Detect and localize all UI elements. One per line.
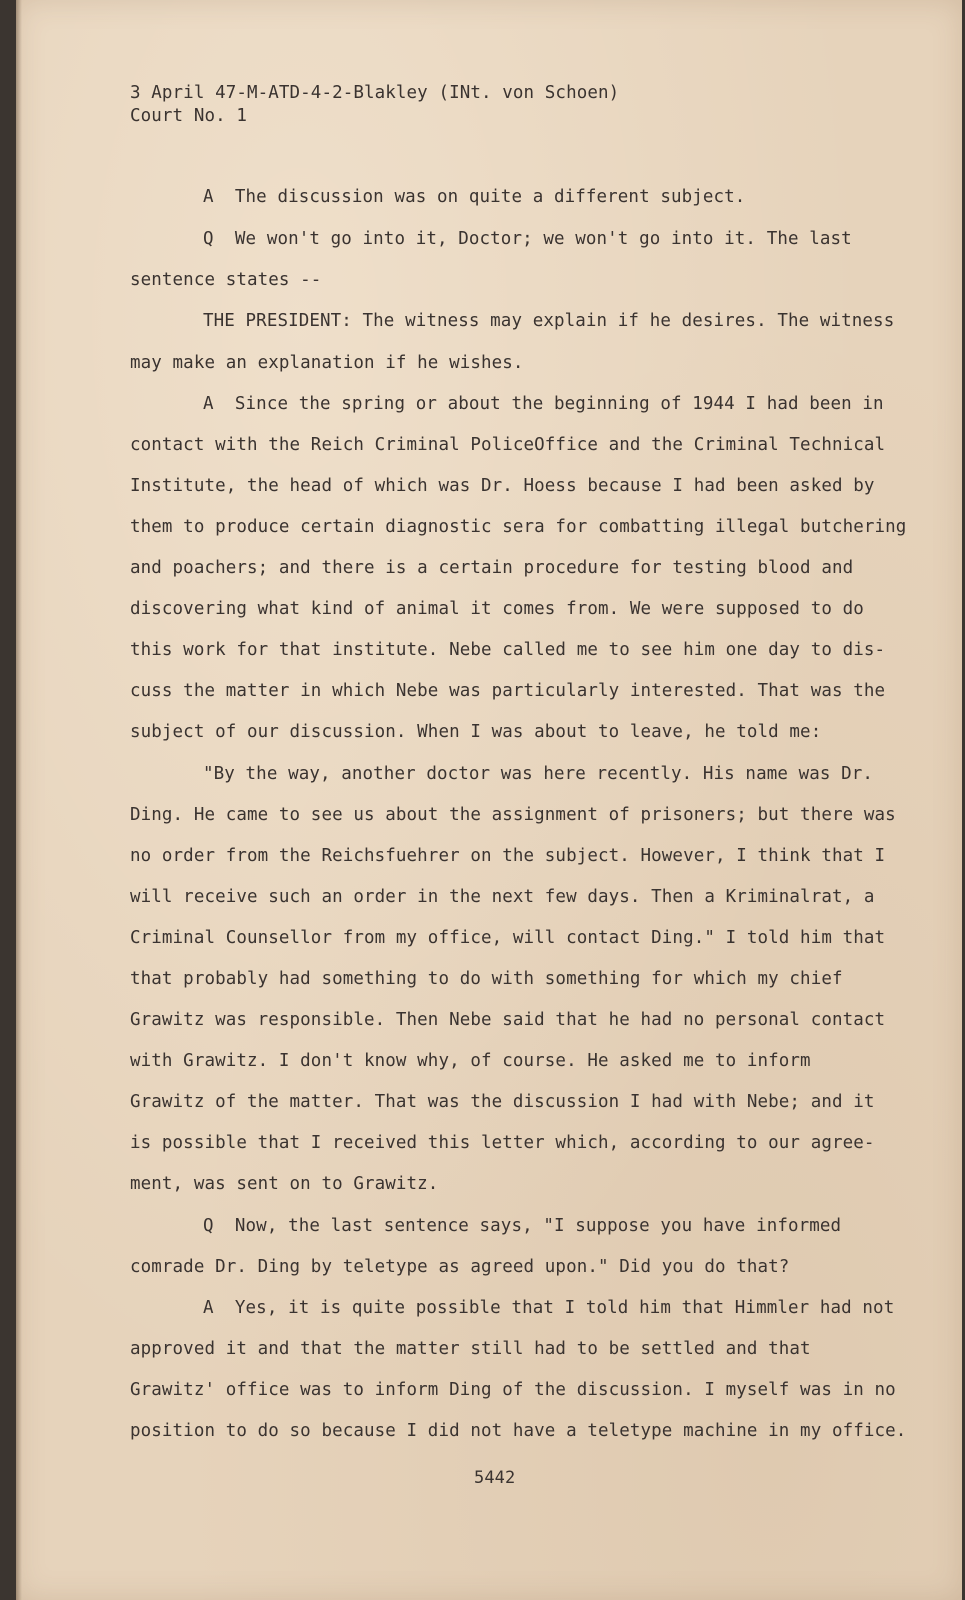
text-line: "By the way, another doctor was here recently. His name was Dr.: [203, 764, 874, 784]
text-line: Grawitz was responsible. Then Nebe said that he had no personal contact: [130, 1010, 886, 1030]
text-line: with Grawitz. I don't know why, of course. He asked me to inform: [130, 1051, 811, 1071]
text-line: may make an explanation if he wishes.: [130, 353, 524, 373]
page-number: 5442: [474, 1468, 516, 1488]
text-line: that probably had something to do with something for which my chief: [130, 969, 843, 989]
text-line: A The discussion was on quite a different subject.: [203, 187, 746, 207]
text-line: subject of our discussion. When I was about to leave, he told me:: [130, 722, 822, 742]
text-line: them to produce certain diagnostic sera for combatting illegal butchering: [130, 517, 907, 537]
text-line: position to do so because I did not have a teletype machine in my office.: [130, 1421, 907, 1441]
text-line: Q We won't go into it, Doctor; we won't go into it. The last: [203, 229, 852, 249]
text-line: Criminal Counsellor from my office, will contact Ding." I told him that: [130, 928, 886, 948]
header-line-1: 3 April 47-M-ATD-4-2-Blakley (INt. von Schoen): [130, 83, 620, 103]
text-line: comrade Dr. Ding by teletype as agreed upon." Did you do that?: [130, 1257, 790, 1277]
text-line: approved it and that the matter still had to be settled and that: [130, 1339, 811, 1359]
text-line: Grawitz' office was to inform Ding of the discussion. I myself was in no: [130, 1380, 896, 1400]
text-line: A Since the spring or about the beginning of 1944 I had been in: [203, 394, 884, 414]
text-line: ment, was sent on to Grawitz.: [130, 1174, 439, 1194]
text-line: Q Now, the last sentence says, "I suppose you have informed: [203, 1216, 842, 1236]
text-line: will receive such an order in the next few days. Then a Kriminalrat, a: [130, 887, 875, 907]
text-line: and poachers; and there is a certain procedure for testing blood and: [130, 558, 854, 578]
text-line: is possible that I received this letter which, according to our agree-: [130, 1133, 875, 1153]
text-line: contact with the Reich Criminal PoliceOffice and the Criminal Technical: [130, 435, 886, 455]
text-line: no order from the Reichsfuehrer on the subject. However, I think that I: [130, 846, 886, 866]
text-line: sentence states --: [130, 270, 322, 290]
document-page: [16, 0, 962, 1600]
header-line-2: Court No. 1: [130, 106, 247, 126]
text-line: Grawitz of the matter. That was the discussion I had with Nebe; and it: [130, 1092, 875, 1112]
text-line: Ding. He came to see us about the assignment of prisoners; but there was: [130, 805, 896, 825]
text-line: Institute, the head of which was Dr. Hoess because I had been asked by: [130, 476, 875, 496]
text-line: THE PRESIDENT: The witness may explain if he desires. The witness: [203, 311, 895, 331]
text-line: cuss the matter in which Nebe was particularly interested. That was the: [130, 681, 886, 701]
transcript-text: [16, 0, 962, 1600]
text-line: discovering what kind of animal it comes from. We were supposed to do: [130, 599, 864, 619]
text-line: A Yes, it is quite possible that I told him that Himmler had not: [203, 1298, 895, 1318]
text-line: this work for that institute. Nebe called me to see him one day to dis-: [130, 640, 886, 660]
